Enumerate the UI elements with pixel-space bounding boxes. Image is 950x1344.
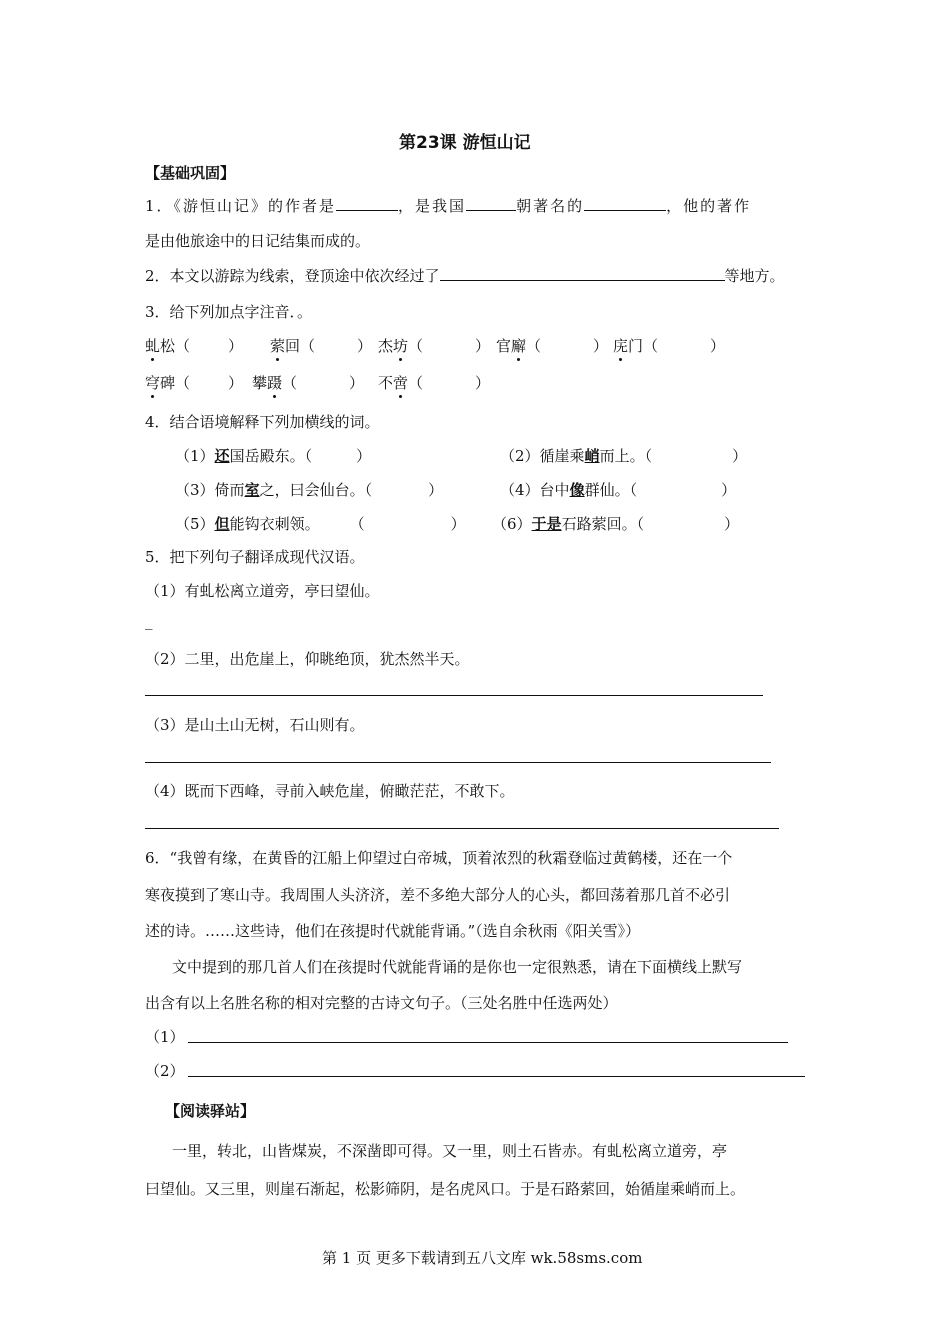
- q5-answer-line-3[interactable]: [145, 762, 771, 763]
- q6-line-4: 文中提到的那几首人们在孩提时代就能背诵的是你也一定很熟悉，请在下面横线上默写: [172, 958, 743, 976]
- q1-blank-author[interactable]: [336, 196, 398, 211]
- q5-answer-line-4[interactable]: [145, 828, 779, 829]
- q4-item-number: （2）: [500, 447, 540, 465]
- page-title: 第23课 游恒山记: [399, 133, 531, 153]
- q3-item-text: 回（: [285, 337, 316, 355]
- q3-close-paren: ）: [228, 374, 244, 392]
- q4-open-paren: （: [349, 515, 365, 533]
- q4-item-number: （3）: [175, 481, 215, 499]
- q3-item-8: [378, 372, 490, 393]
- q3-item-text: （: [408, 337, 424, 355]
- q4-item-6: [492, 513, 739, 534]
- q3-item-7: [252, 372, 364, 393]
- q4-underlined-word: 还: [214, 447, 230, 465]
- q4-item-text: 国岳殿东。（: [229, 447, 313, 465]
- question-1-line-2: 是由他旅途中的日记结集而成的。: [145, 232, 371, 250]
- q3-item-prefix: 官: [496, 337, 512, 355]
- q1-blank-dynasty[interactable]: [466, 196, 516, 211]
- q4-item-number: （5）: [175, 515, 215, 533]
- q5-sentence-3: （3）是山土山无树，石山则有。: [145, 716, 365, 734]
- q2-blank-places[interactable]: [440, 266, 725, 281]
- q4-underlined-word: 像: [569, 481, 585, 499]
- section-heading-basic: 【基础巩固】: [145, 164, 236, 182]
- q3-dotted-char: 虬: [145, 337, 161, 355]
- q4-close-paren: ）: [450, 515, 466, 533]
- q4-underlined-word: 但: [214, 515, 230, 533]
- q6-line-1: 6．“我曾有缘，在黄昏的江船上仰望过白帝城，顶着浓烈的秋霜登临过黄鹤楼，还在一个: [145, 849, 733, 867]
- q4-underlined-word: 于是: [531, 515, 562, 533]
- q1-text-b: ，是我国: [398, 197, 467, 215]
- q5-sentence-1: （1）有虬松离立道旁，亭曰望仙。: [145, 582, 380, 600]
- q4-underlined-word: 室: [244, 481, 260, 499]
- page-footer: 第 1 页 更多下载请到五八文库 wk.58sms.com: [322, 1249, 643, 1267]
- section-heading-reading: 【阅读驿站】: [165, 1102, 256, 1120]
- q4-item-prefix: 循崖乘: [539, 447, 585, 465]
- q4-item-2: [500, 445, 747, 466]
- q4-item-text: 之，曰会仙台。（: [259, 481, 373, 499]
- q3-item-prefix: 不: [378, 374, 394, 392]
- q3-item-3: [378, 335, 490, 356]
- q6-answer-label-2: （2）: [145, 1062, 185, 1080]
- reading-line-1: 一里，转北，山皆煤炭，不深凿即可得。又一里，则土石皆赤。有虬松离立道旁，亭: [172, 1142, 728, 1160]
- q3-item-5: [613, 335, 725, 356]
- q4-item-text: 而上。（: [599, 447, 653, 465]
- q4-item-1: [175, 445, 371, 466]
- q4-item-5: [175, 513, 466, 534]
- q3-dotted-char: 穹: [145, 374, 161, 392]
- q3-item-1: [145, 335, 243, 356]
- q4-close-paren: ）: [724, 515, 740, 533]
- question-1-line-1: [145, 195, 751, 216]
- q3-item-text: （: [526, 337, 542, 355]
- q6-answer-label-1: （1）: [145, 1028, 185, 1046]
- q3-item-text: 门（: [628, 337, 659, 355]
- q4-item-number: （1）: [175, 447, 215, 465]
- question-5-heading: 5．把下列句子翻译成现代汉语。: [145, 548, 365, 566]
- q1-text-c: 朝著名的: [516, 197, 585, 215]
- q6-answer-line-1[interactable]: [188, 1042, 788, 1043]
- q4-close-paren: ）: [428, 481, 444, 499]
- q3-dotted-char: 蹑: [267, 374, 283, 392]
- q3-close-paren: ）: [475, 374, 491, 392]
- q6-answer-line-2[interactable]: [188, 1076, 805, 1077]
- q6-line-3: 述的诗。……这些诗，他们在孩提时代就能背诵。”（选自余秋雨《阳关雪》）: [145, 922, 641, 940]
- q3-close-paren: ）: [475, 337, 491, 355]
- q3-close-paren: ）: [357, 337, 373, 355]
- q4-item-prefix: 倚而: [214, 481, 245, 499]
- q4-item-text: 群仙。（: [584, 481, 638, 499]
- q5-answer-mark: _: [145, 612, 153, 630]
- q2-text-b: 等地方。: [724, 267, 785, 285]
- q5-answer-line-2[interactable]: [145, 695, 763, 696]
- q1-text-a: 1．《游恒山记》的作者是: [145, 197, 337, 215]
- question-4-heading: 4．结合语境解释下列加横线的词。: [145, 413, 380, 431]
- q4-item-number: （4）: [500, 481, 540, 499]
- q3-dotted-char: 廨: [511, 337, 527, 355]
- q3-item-text: （: [282, 374, 298, 392]
- q2-text-a: 2．本文以游踪为线索，登顶途中依次经过了: [145, 267, 440, 285]
- q3-item-2: [270, 335, 372, 356]
- q3-close-paren: ）: [593, 337, 609, 355]
- q3-item-text: 碑（: [160, 374, 191, 392]
- q1-blank-work[interactable]: [584, 196, 666, 211]
- q4-item-3: [175, 479, 443, 500]
- q3-close-paren: ）: [710, 337, 726, 355]
- question-2: [145, 265, 785, 286]
- q3-close-paren: ）: [228, 337, 244, 355]
- q3-close-paren: ）: [349, 374, 365, 392]
- q3-item-6: [145, 372, 243, 393]
- q3-item-text: 松（: [160, 337, 191, 355]
- q3-item-prefix: 攀: [252, 374, 268, 392]
- q6-line-5: 出含有以上名胜名称的相对完整的古诗文句子。（三处名胜中任选两处）: [145, 994, 618, 1012]
- q3-item-prefix: 杰: [378, 337, 394, 355]
- q3-dotted-char: 坊: [393, 337, 409, 355]
- q3-dotted-char: 萦: [270, 337, 286, 355]
- q1-text-d: ，他的著作: [666, 197, 752, 215]
- q4-underlined-word: 峭: [584, 447, 600, 465]
- q3-dotted-char: 啻: [393, 374, 409, 392]
- q3-item-text: （: [408, 374, 424, 392]
- q4-item-text: 能钩衣刺领。: [229, 515, 320, 533]
- q5-sentence-2: （2）二里，出危崖上，仰眺绝顶，犹杰然半天。: [145, 650, 470, 668]
- q4-item-text: 石路萦回。（: [561, 515, 645, 533]
- q3-item-4: [496, 335, 608, 356]
- reading-line-2: 曰望仙。又三里，则崖石渐起，松影筛阴，是名虎风口。于是石路萦回，始循崖乘峭而上。: [145, 1180, 746, 1198]
- q4-item-4: [500, 479, 736, 500]
- question-3-heading: 3．给下列加点字注音．。: [145, 303, 313, 321]
- q4-close-paren: ）: [721, 481, 737, 499]
- q5-sentence-4: （4）既而下西峰，寻前入峡危崖，俯瞰茫茫，不敢下。: [145, 782, 515, 800]
- q6-line-2: 寒夜摸到了寒山寺。我周围人头济济，差不多绝大部分人的心头，都回荡着那几首不必引: [145, 886, 731, 904]
- q4-item-number: （6）: [492, 515, 532, 533]
- q4-close-paren: ）: [356, 447, 372, 465]
- q3-dotted-char: 庑: [613, 337, 629, 355]
- q4-close-paren: ）: [732, 447, 748, 465]
- q4-item-prefix: 台中: [539, 481, 570, 499]
